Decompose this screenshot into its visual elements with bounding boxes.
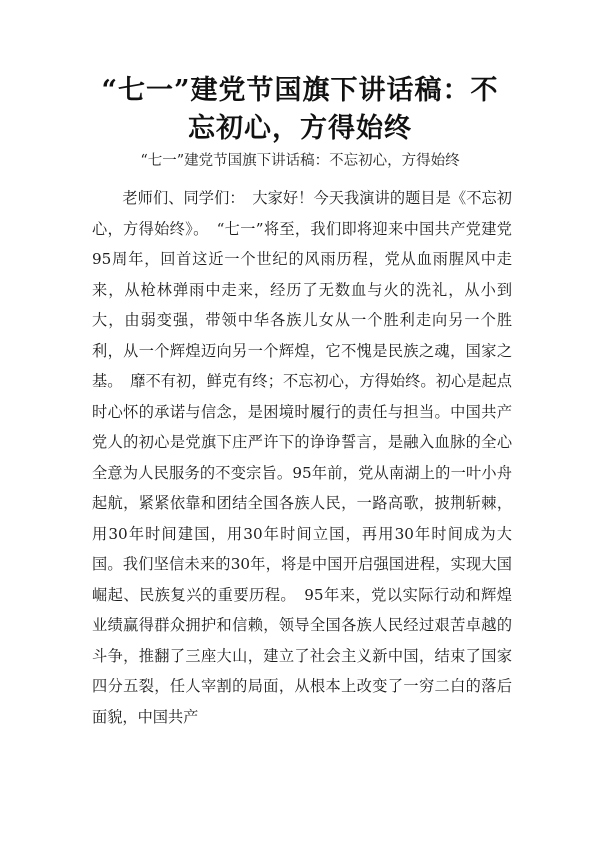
document-body-paragraph: 老师们、同学们： 大家好！今天我演讲的题目是《不忘初心，方得始终》。 “七一”将至，我们即将迎来中国共产党建党95周年，回首这近一个世纪的风雨历程，党从血雨腥风中走来，从枪林弹雨中走来，经历了无数血与火的洗礼，从小到大，由弱变强，带领中华各族儿女从一个胜利走向另一个胜利，从一个辉煌迈向另一个辉煌，它不愧是民族之魂，国家之基。 靡不有初，鲜克有终；不忘初心，方得始终。初心是起点时心怀的承诺与信念，是困境时履行的责任与担当。中国共产党人的初心是党旗下庄严许下的诤诤誓言，是融入血脉的全心全意为人民服务的不变宗旨。95年前，党从南湖上的一叶小舟起航，紧紧依靠和团结全国各族人民，一路高歌，披荆斩棘，用30年时间建国，用30年时间立国，再用30年时间成为大国。我们坚信未来的30年，将是中国开启强国进程，实现大国崛起、民族复兴的重要历程。 95年来，党以实际行动和辉煌业绩赢得群众拥护和信赖，领导全国各族人民经过艰苦卓越的斗争，推翻了三座大山，建立了社会主义新中国，结束了国家四分五裂，任人宰割的局面，从根本上改变了一穷二白的落后面貌，中国共产 [92, 189, 512, 726]
document-title: “七一”建党节国旗下讲话稿：不忘初心，方得始终 [101, 75, 499, 144]
document-subtitle: “七一”建党节国旗下讲话稿：不忘初心，方得始终 [140, 153, 460, 169]
